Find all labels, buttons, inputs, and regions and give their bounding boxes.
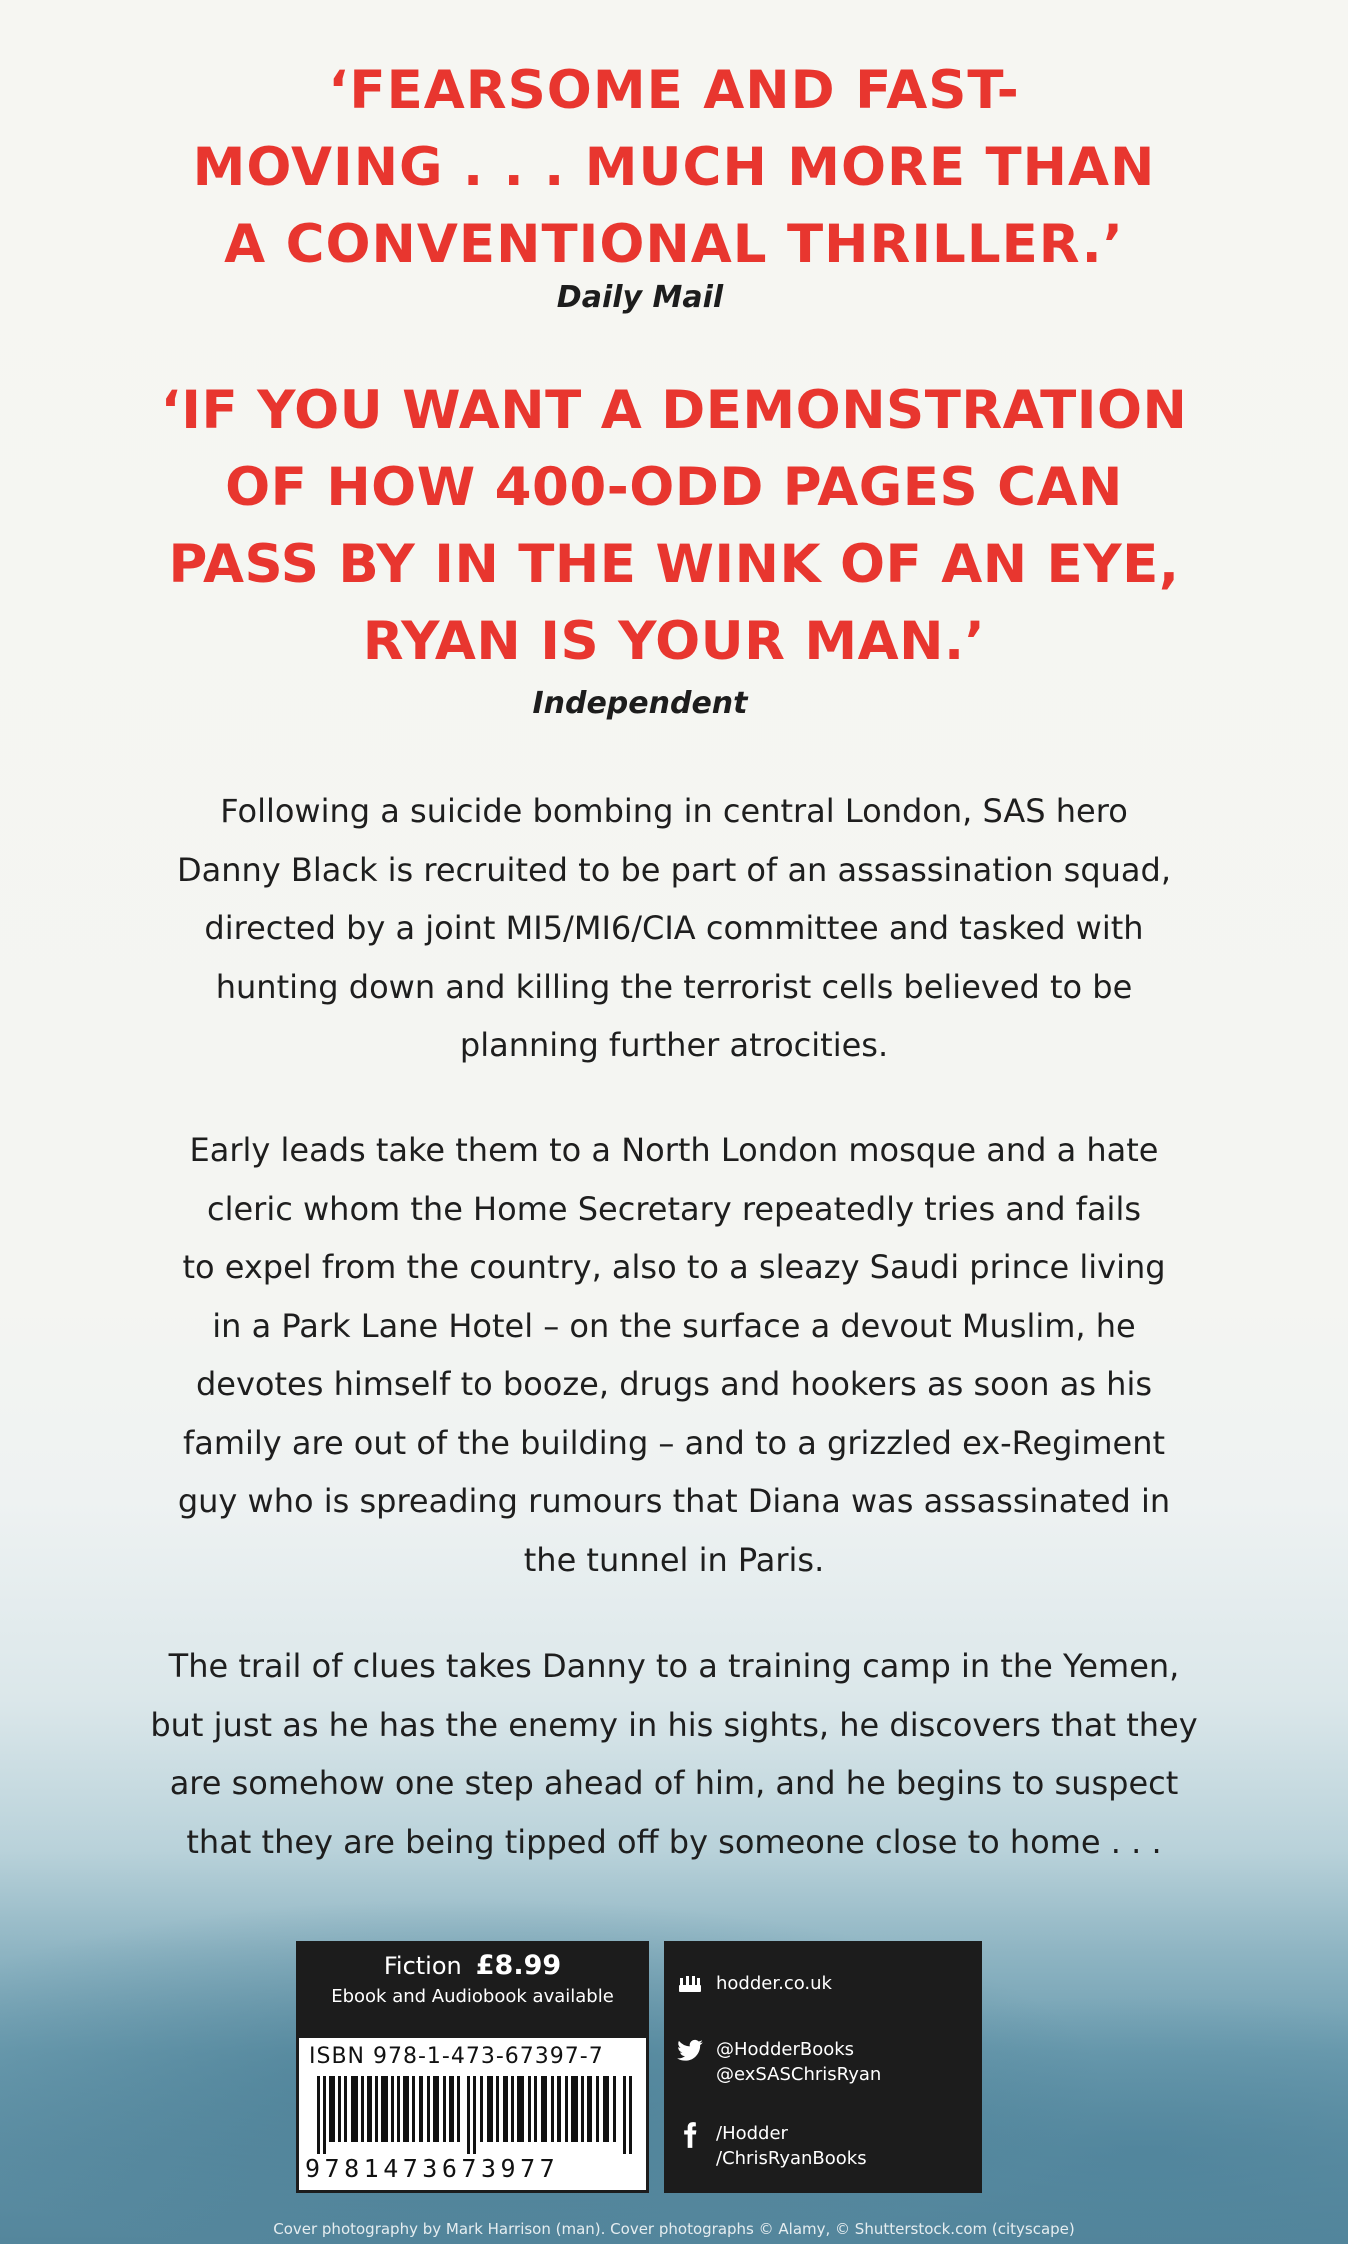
review-quote-daily-mail: ‘FEARSOME AND FAST- MOVING . . . MUCH MORE THAN A CONVENTIONAL THRILLER.’: [192, 60, 1156, 275]
price-label: £8.99: [475, 1950, 562, 1981]
facebook-f-icon: [676, 2121, 704, 2149]
barcode-icon: [317, 2076, 635, 2154]
isbn-label: ISBN 978-1-473-67397-7: [309, 2044, 604, 2069]
website-link[interactable]: hodder.co.uk: [716, 1973, 832, 1994]
availability-label: Ebook and Audiobook available: [331, 1986, 614, 2007]
twitter-bird-icon: [676, 2037, 704, 2065]
twitter-handle-hodder[interactable]: @HodderBooks: [716, 2039, 855, 2060]
photo-credits: Cover photography by Mark Harrison (man). Cover photographs © Alamy, © Shutterstock.com (cityscape): [273, 2220, 1075, 2238]
blurb-paragraph-3: The trail of clues takes Danny to a training camp in the Yemen, but just as he has the enemy in his sights, he discovers that they are somehow one step ahead of him, and he begins to suspect that they are being tipped off by someone close to home . . .: [150, 1647, 1198, 1861]
review-source-daily-mail: Daily Mail: [556, 280, 724, 315]
facebook-row[interactable]: [676, 2121, 867, 2171]
barcode-number: 9781473673977: [305, 2154, 560, 2183]
facebook-page-hodder[interactable]: /Hodder: [716, 2123, 788, 2144]
genre-label: Fiction: [383, 1952, 462, 1980]
twitter-handle-chris-ryan[interactable]: @exSASChrisRyan: [716, 2064, 882, 2085]
facebook-page-chris-ryan[interactable]: /ChrisRyanBooks: [716, 2148, 867, 2169]
blurb-paragraph-2: Early leads take them to a North London mosque and a hate cleric whom the Home Secretary repeatedly tries and fails to expel from the country, also to a sleazy Saudi prince living in a Park Lane Hotel – on the surface a devout Muslim, he devotes himself to booze, drugs and hookers as soon as his family are out of the building – and to a grizzled ex-Regiment guy who is spreading rumours that Diana was assassinated in the tunnel in Paris.: [177, 1131, 1171, 1579]
twitter-row[interactable]: [676, 2037, 881, 2087]
price-box: [296, 1941, 649, 2035]
links-box: [664, 1941, 982, 2193]
review-source-independent: Independent: [532, 686, 748, 721]
website-row[interactable]: [676, 1971, 832, 1999]
hodder-logo-icon: [676, 1971, 704, 1999]
blurb-paragraph-1: Following a suicide bombing in central London, SAS hero Danny Black is recruited to be part of an assassination squad, directed by a joint MI5/MI6/CIA committee and tasked with hunting down and killing the terrorist cells believed to be planning further atrocities.: [176, 792, 1172, 1064]
barcode-box: [296, 2035, 649, 2193]
review-quote-independent: ‘IF YOU WANT A DEMONSTRATION OF HOW 400-ODD PAGES CAN PASS BY IN THE WINK OF AN EYE, RYAN IS YOUR MAN.’: [160, 380, 1188, 672]
price-line: [296, 1949, 649, 1983]
